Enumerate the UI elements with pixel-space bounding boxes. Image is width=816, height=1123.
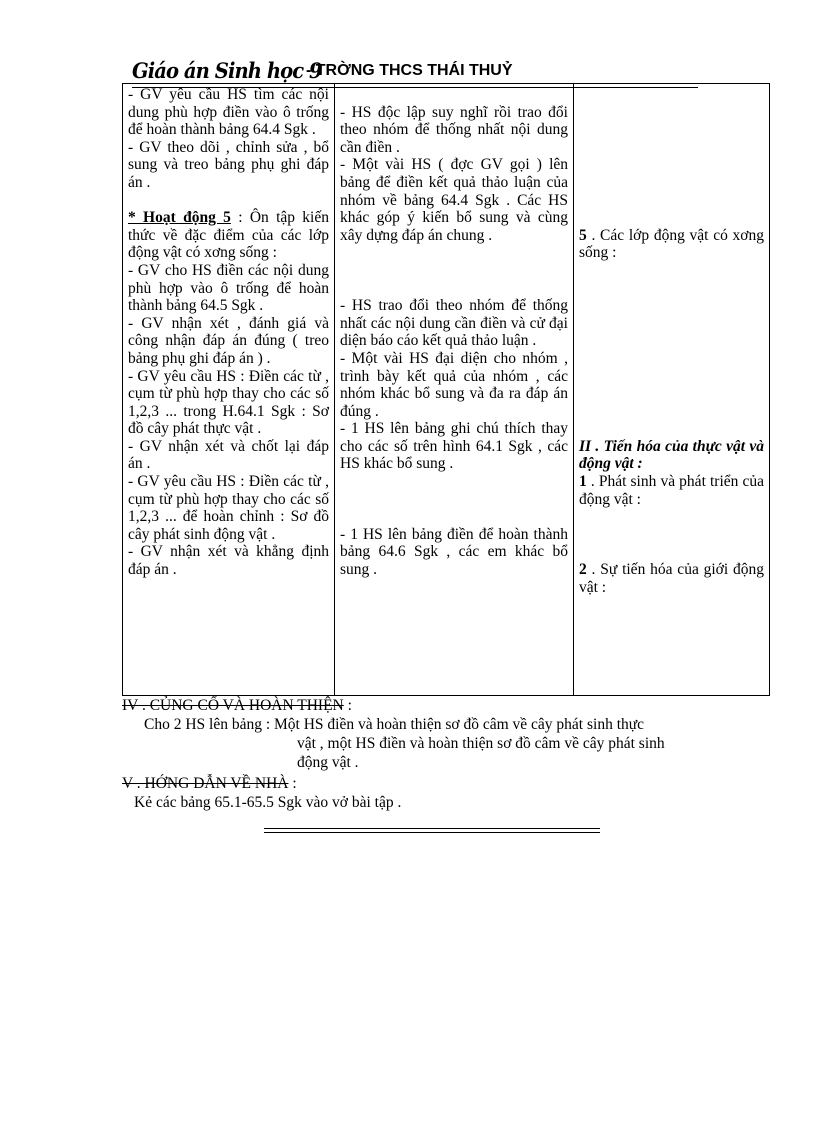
section-4-line: động vật . <box>297 754 359 771</box>
content-column <box>574 84 770 696</box>
paragraph: - HS độc lập suy nghĩ rồi trao đổi theo nhóm để thống nhất nội dung cần điền . <box>340 103 568 156</box>
heading-text: . Sự tiến hóa của giới động vật : <box>579 561 764 596</box>
activity-description: : Ôn tập kiến thức về đặc điểm của các lớp động vật có xơng sống : <box>128 209 329 262</box>
paragraph: - Một vài HS đại diện cho nhóm , trình bày kết quả của nhóm , các nhóm khác bổ sung và đa ra đáp án đúng . <box>340 349 568 420</box>
lesson-table <box>122 83 770 696</box>
paragraph: - GV theo dõi , chỉnh sửa , bổ sung và treo bảng phụ ghi đáp án . <box>128 138 329 191</box>
paragraph: - Một vài HS ( đợc GV gọi ) lên bảng để điền kết quả thảo luận của nhóm về bảng 64.4 Sgk . Các HS khác góp ý kiến bổ sung và cùng xây dựng đáp án chung . <box>340 156 568 244</box>
section-5-heading: V . HỚNG DẪN VỀ NHÀ <box>122 775 289 792</box>
content-heading <box>579 561 764 596</box>
section-4-heading: IV . CỦNG CỐ VÀ HOÀN THIỆN <box>122 697 344 714</box>
section-5-title <box>122 775 297 793</box>
activity-heading <box>128 209 329 262</box>
paragraph: - 1 HS lên bảng điền để hoàn thành bảng 64.6 Sgk , các em khác bổ sung . <box>340 525 568 579</box>
content-heading <box>579 473 764 508</box>
section-heading: II . Tiến hóa của thực vật và động vật : <box>579 437 764 473</box>
paragraph: - GV nhận xét và khẳng định đáp án . <box>128 543 329 579</box>
heading-text: . Phát sinh và phát triển của động vật : <box>579 473 764 508</box>
section-4-line: Cho 2 HS lên bảng : Một HS điền và hoàn thiện sơ đồ câm về cây phát sinh thực <box>144 716 645 733</box>
end-rule <box>264 832 600 833</box>
paragraph: - GV yêu cầu HS tìm các nội dung phù hợp điền vào ô trống để hoàn thành bảng 64.4 Sgk . <box>128 86 329 139</box>
heading-suffix: : <box>288 775 297 792</box>
heading-number: 2 <box>579 561 587 579</box>
heading-number: 5 <box>579 226 587 244</box>
section-5-line: Kẻ các bảng 65.1-65.5 Sgk vào vở bài tập . <box>134 794 402 811</box>
teacher-activity-column <box>123 84 335 696</box>
content-heading <box>579 227 764 262</box>
student-activity-column <box>335 84 574 696</box>
table-row <box>123 84 770 696</box>
heading-suffix: : <box>343 697 352 714</box>
lesson-plan-title: Giáo án Sinh học 9 <box>132 58 322 83</box>
paragraph: - GV yêu cầu HS : Điền các từ , cụm từ phù hợp thay cho các số 1,2,3 ... trong H.64.1 Sgk : Sơ đồ cây phát thực vật . <box>128 367 329 438</box>
heading-text: . Các lớp động vật có xơng sống : <box>579 226 764 262</box>
end-rule <box>264 828 600 829</box>
section-4-line: vật , một HS điền và hoàn thiện sơ đồ câm về cây phát sinh <box>297 735 665 752</box>
paragraph: - GV nhận xét và chốt lại đáp án . <box>128 437 329 473</box>
paragraph: - GV nhận xét , đánh giá và công nhận đáp án đúng ( treo bảng phụ ghi đáp án ) . <box>128 314 329 367</box>
school-name: - TRỜNG THCS THÁI THUỶ <box>306 62 513 79</box>
heading-number: 1 <box>579 473 587 491</box>
section-4-title <box>122 697 352 715</box>
paragraph: - GV cho HS điền các nội dung phù hợp vào ô trống để hoàn thành bảng 64.5 Sgk . <box>128 261 329 315</box>
paragraph: - 1 HS lên bảng ghi chú thích thay cho các số trên hình 64.1 Sgk , các HS khác bổ sung . <box>340 420 568 473</box>
paragraph: - HS trao đổi theo nhóm để thống nhất các nội dung cần điền và cử đại diện báo cáo kết quả thảo luận . <box>340 297 568 350</box>
activity-title: * Hoạt động 5 <box>128 209 231 227</box>
paragraph: - GV yêu cầu HS : Điền các từ , cụm từ phù hợp thay cho các số 1,2,3 ... để hoàn chỉnh : Sơ đồ cây phát sinh động vật . <box>128 473 329 543</box>
